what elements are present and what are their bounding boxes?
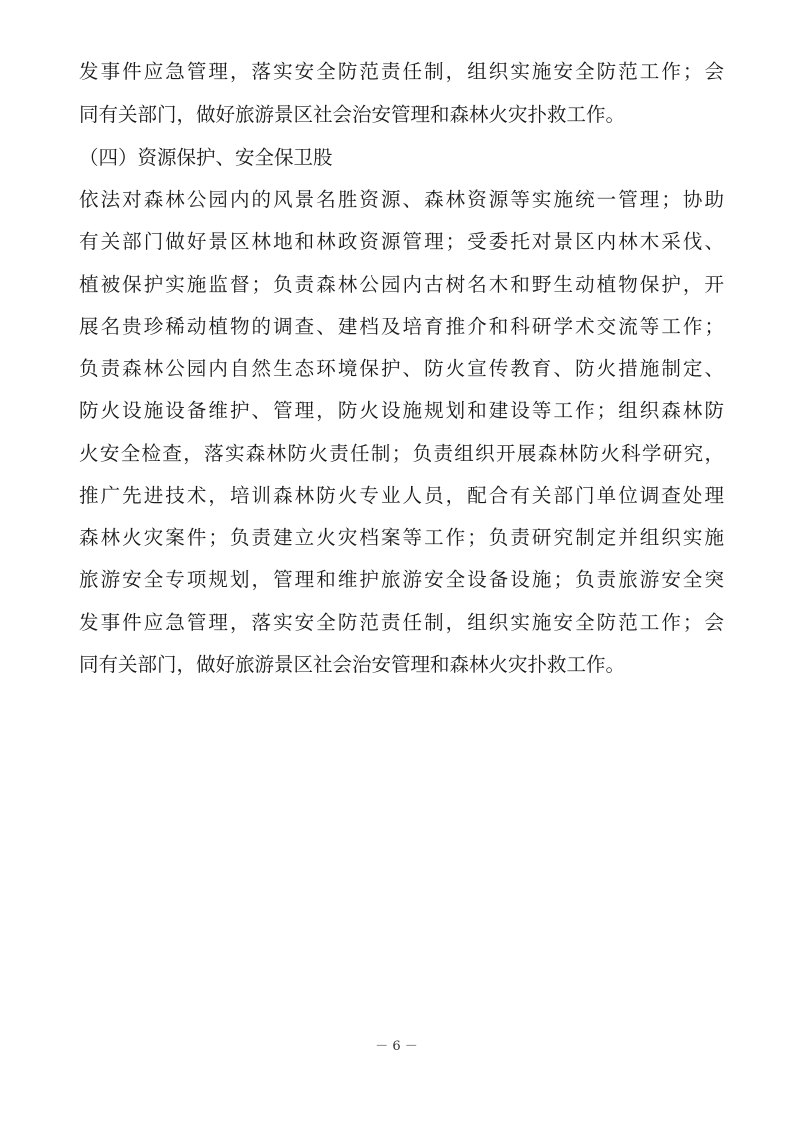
paragraph-line: 发事件应急管理，落实安全防范责任制，组织实施安全防范工作；会 <box>79 60 724 83</box>
paragraph-line: 负责森林公园内自然生态环境保护、防火宣传教育、防火措施制定、 <box>79 357 724 380</box>
paragraph-line: 森林火灾案件；负责建立火灾档案等工作；负责研究制定并组织实施 <box>79 526 724 549</box>
paragraph-line: 推广先进技术，培训森林防火专业人员，配合有关部门单位调查处理 <box>79 484 724 507</box>
paragraph-line: 防火设施设备维护、管理，防火设施规划和建设等工作；组织森林防 <box>79 399 724 422</box>
paragraph-line: 同有关部门，做好旅游景区社会治安管理和森林火灾扑救工作。 <box>79 103 626 126</box>
paragraph-line: 火安全检查，落实森林防火责任制；负责组织开展森林防火科学研究， <box>79 442 724 465</box>
paragraph-line: 有关部门做好景区林地和林政资源管理；受委托对景区内林木采伐、 <box>79 230 724 253</box>
paragraph-line: 植被保护实施监督；负责森林公园内古树名木和野生动植物保护，开 <box>79 273 724 296</box>
section-heading: （四）资源保护、安全保卫股 <box>79 146 333 169</box>
paragraph-line: 依法对森林公园内的风景名胜资源、森林资源等实施统一管理；协助 <box>79 188 724 211</box>
paragraph-line: 旅游安全专项规划，管理和维护旅游安全设备设施；负责旅游安全突 <box>79 568 724 591</box>
page-number: － 6 － <box>375 1039 418 1054</box>
paragraph-line: 展名贵珍稀动植物的调查、建档及培育推介和科研学术交流等工作； <box>79 315 724 338</box>
paragraph-line: 发事件应急管理，落实安全防范责任制，组织实施安全防范工作；会 <box>79 611 724 634</box>
paragraph-line: 同有关部门，做好旅游景区社会治安管理和森林火灾扑救工作。 <box>79 653 626 676</box>
